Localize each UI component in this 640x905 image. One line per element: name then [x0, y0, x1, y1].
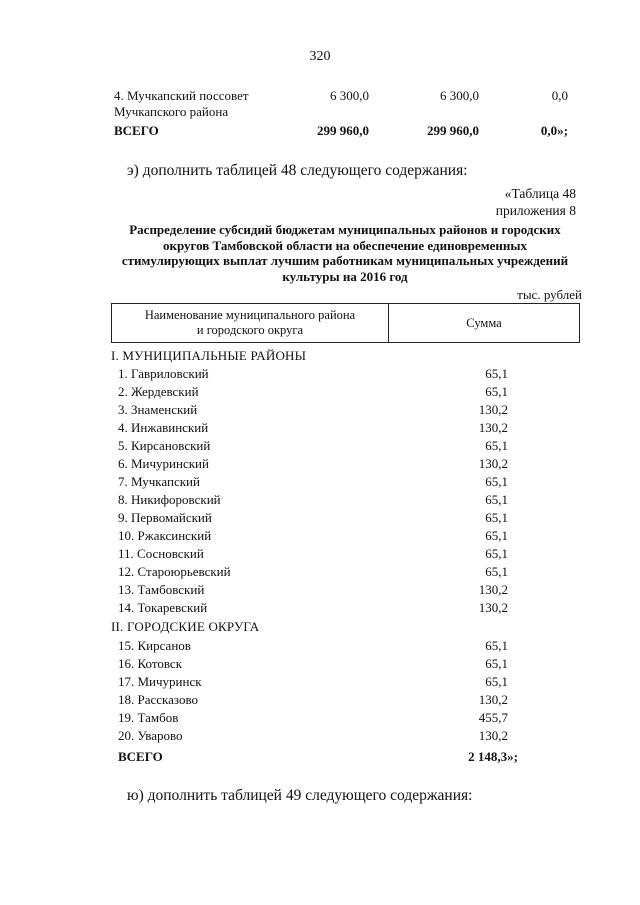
row-value: 65,1 [485, 674, 508, 689]
table-row [118, 510, 508, 528]
row-value: 65,1 [485, 656, 508, 671]
top-row-name-line1: 4. Мучкапский поссовет [114, 88, 249, 103]
total-label: ВСЕГО [118, 749, 163, 764]
row-value: 130,2 [478, 582, 508, 597]
table-row [118, 420, 508, 438]
table-row [118, 546, 508, 564]
row-name: 7. Мучкапский [118, 474, 200, 489]
row-name: 2. Жердевский [118, 384, 199, 399]
top-total-label: ВСЕГО [114, 123, 159, 138]
table-row [118, 710, 508, 728]
row-value: 65,1 [485, 546, 508, 561]
row-value: 65,1 [485, 638, 508, 653]
top-row-name [114, 88, 249, 120]
table-header [111, 303, 580, 343]
table-row [118, 656, 508, 674]
table-row [118, 366, 508, 384]
table-row [118, 638, 508, 656]
table-row [118, 564, 508, 582]
row-name: 1. Гавриловский [118, 366, 209, 381]
row-value: 65,1 [485, 384, 508, 399]
total-row [118, 749, 518, 765]
table-row [118, 528, 508, 546]
table-row [118, 692, 508, 710]
table-title-line4: культуры на 2016 год [282, 268, 408, 284]
row-name: 12. Староюрьевский [118, 564, 231, 579]
top-row-name-line2: Мучкапского района [114, 104, 229, 119]
table-row [118, 600, 508, 618]
header-name-line2: и городского округа [196, 323, 304, 337]
table-row [118, 582, 508, 600]
row-name: 8. Никифоровский [118, 492, 221, 507]
row-value: 130,2 [478, 692, 508, 707]
row-name: 14. Токаревский [118, 600, 208, 615]
table-title [110, 222, 580, 284]
instruction-yu: ю) дополнить таблицей 49 следующего содержания: [127, 787, 473, 804]
row-name: 15. Кирсанов [118, 638, 191, 653]
row-name: 13. Тамбовский [118, 582, 205, 597]
table-row [118, 384, 508, 402]
row-value: 65,1 [485, 438, 508, 453]
row-value: 130,2 [478, 420, 508, 435]
row-name: 18. Рассказово [118, 692, 199, 707]
row-value: 130,2 [478, 456, 508, 471]
table-row [118, 492, 508, 510]
row-name: 11. Сосновский [118, 546, 204, 561]
table-row [118, 474, 508, 492]
table-title-line1: Распределение субсидий бюджетам муниципальных районов и городских [129, 222, 561, 237]
header-name-line1: Наименование муниципального района [144, 308, 356, 322]
table-row [118, 456, 508, 474]
top-row-value-2: 6 300,0 [440, 88, 479, 103]
table-reference-line2: приложения 8 [495, 203, 576, 218]
row-value: 65,1 [485, 564, 508, 579]
row-value: 130,2 [478, 402, 508, 417]
row-value: 65,1 [485, 492, 508, 507]
top-total-value-3: 0,0»; [540, 123, 568, 138]
table-reference [440, 185, 576, 219]
units-label: тыс. рублей [517, 287, 582, 302]
row-name: 17. Мичуринск [118, 674, 202, 689]
row-name: 3. Знаменский [118, 402, 198, 417]
row-value: 65,1 [485, 366, 508, 381]
top-row-value-3: 0,0 [551, 88, 568, 103]
row-name: 20. Уварово [118, 728, 183, 743]
row-name: 9. Первомайский [118, 510, 212, 525]
instruction-e: э) дополнить таблицей 48 следующего содержания: [127, 162, 468, 179]
table-reference-line1: «Таблица 48 [504, 186, 576, 201]
row-value: 65,1 [485, 528, 508, 543]
row-name: 19. Тамбов [118, 710, 179, 725]
top-total-value-1: 299 960,0 [317, 123, 369, 138]
row-name: 6. Мичуринский [118, 456, 209, 471]
row-name: 4. Инжавинский [118, 420, 209, 435]
header-name-column [112, 304, 389, 343]
row-value: 455,7 [478, 710, 508, 725]
table-title-line2: округов Тамбовской области на обеспечение единовременных [162, 237, 528, 253]
section-municipal-districts: I. МУНИЦИПАЛЬНЫЕ РАЙОНЫ [111, 348, 307, 363]
table-title-line3: стимулирующих выплат лучшим работникам муниципальных учреждений [121, 253, 569, 268]
row-name: 5. Кирсановский [118, 438, 211, 453]
top-total-value-2: 299 960,0 [427, 123, 479, 138]
page-number: 320 [309, 49, 331, 64]
table-row [118, 674, 508, 692]
row-value: 65,1 [485, 474, 508, 489]
total-value: 2 148,3»; [468, 749, 518, 764]
table-row [118, 438, 508, 456]
table-row [118, 728, 508, 746]
table-row [118, 402, 508, 420]
section-city-districts: II. ГОРОДСКИЕ ОКРУГА [111, 619, 260, 634]
row-value: 65,1 [485, 510, 508, 525]
row-value: 130,2 [478, 600, 508, 615]
header-sum-column: Сумма [389, 304, 580, 343]
row-value: 130,2 [478, 728, 508, 743]
row-name: 10. Ржаксинский [118, 528, 212, 543]
row-name: 16. Котовск [118, 656, 183, 671]
top-row-value-1: 6 300,0 [330, 88, 369, 103]
